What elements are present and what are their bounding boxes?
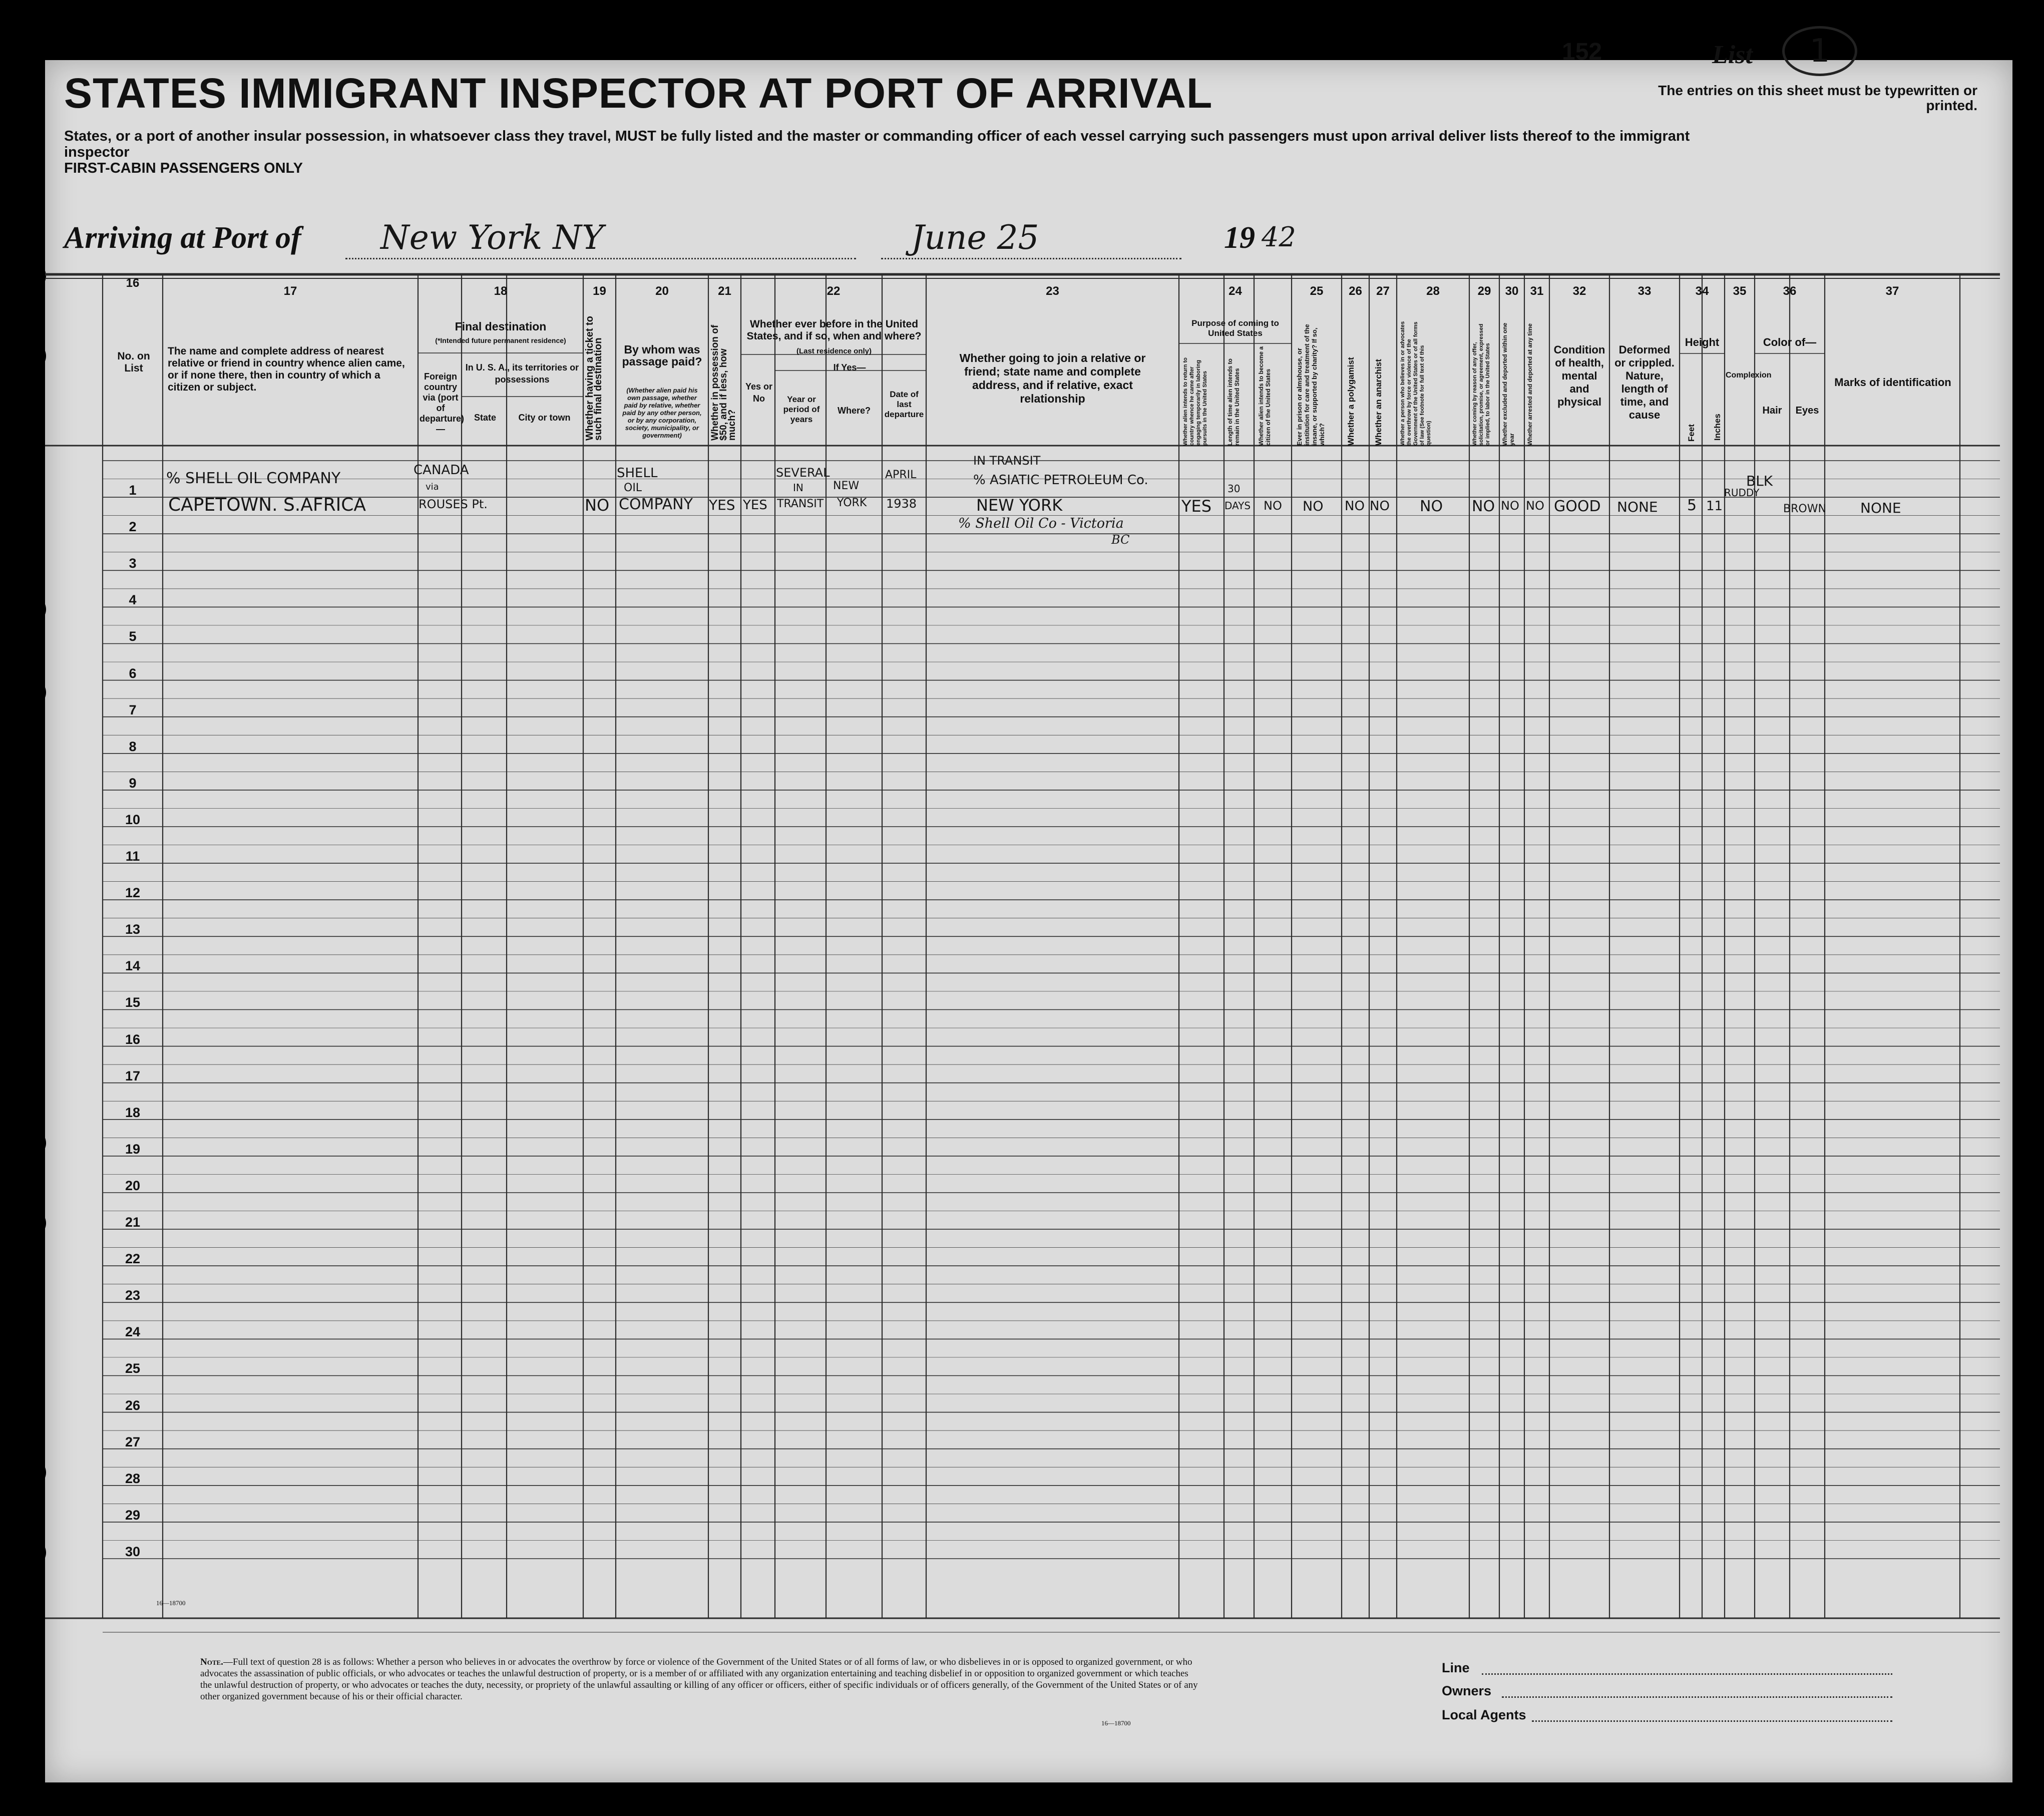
header-purpose-b: Length of time alien intends to remain in the United States: [1227, 358, 1241, 446]
height-feet-value: 5: [1687, 497, 1697, 514]
row-number: 15: [125, 995, 141, 1010]
hair-value: BLK: [1746, 473, 1773, 489]
row-number: 17: [125, 1068, 141, 1083]
year-period-line3: TRANSIT: [777, 498, 824, 510]
col-number-17: 17: [283, 284, 297, 298]
col-number-28: 28: [1426, 284, 1440, 298]
row-number: 4: [129, 592, 137, 608]
header-passage-paid: By whom was passage paid?: [622, 343, 702, 368]
form-number-left: 16—18700: [156, 1599, 186, 1607]
col-number-32: 32: [1572, 284, 1586, 298]
row-number: 20: [125, 1178, 141, 1193]
row-number: 22: [125, 1251, 141, 1267]
header-prison: Ever in prison or almshouse, or institution for care and treatment of the insane, or supported by charity? If so, which?: [1296, 324, 1326, 446]
row-number: 13: [125, 922, 141, 937]
subtitle-text: States, or a port of another insular possession, in whatsoever class they travel, MUST be fully listed and the master or commanding officer of each vessel carrying such passengers must upon arrival deliver lists thereof to the immigrant inspector: [64, 128, 1690, 160]
departure-line2: 1938: [886, 497, 917, 511]
header-arrested: Whether arrested and deported at any time: [1526, 323, 1533, 446]
col-number-21: 21: [718, 284, 731, 298]
row-number: 5: [129, 629, 137, 644]
col-number-37: 37: [1885, 284, 1899, 298]
condition-value: GOOD: [1554, 498, 1601, 515]
date-value: June 25: [911, 218, 1039, 257]
arriving-label: Arriving at Port of: [64, 221, 301, 255]
col-number-16: 16: [126, 276, 140, 290]
page-title: STATES IMMIGRANT INSPECTOR AT PORT OF ARRIVAL: [64, 70, 1213, 117]
row-number: 9: [129, 775, 137, 791]
owners-label: Owners: [1442, 1683, 1492, 1698]
row-number: 21: [125, 1215, 141, 1230]
row-number: 12: [125, 885, 141, 901]
year-suffix: 42: [1262, 221, 1296, 253]
local-agents-field: [1532, 1720, 1892, 1722]
passage-line3: COMPANY: [619, 496, 693, 513]
join-relative-line5: BC: [1111, 533, 1130, 547]
fifty-dollars-value: YES: [709, 497, 735, 513]
col-number-22: 22: [827, 284, 841, 298]
row-number: 6: [129, 665, 137, 681]
header-final-destination-sub: (*Intended future permanent residence): [435, 336, 566, 344]
header-feet: Feet: [1687, 424, 1696, 442]
anarchist-value: NO: [1370, 499, 1390, 514]
header-condition: Condition of health, mental and physical: [1553, 343, 1605, 408]
row-number: 23: [125, 1288, 141, 1303]
purpose-citizen-value: NO: [1264, 499, 1282, 513]
header-fifty-dollars: Whether in possession of $50, and if less, how much?: [710, 324, 737, 441]
polygamist-value: NO: [1345, 499, 1365, 514]
col-number-27: 27: [1376, 284, 1390, 298]
row-number: 8: [129, 739, 137, 754]
marks-value: NONE: [1860, 500, 1901, 516]
header-date-last-departure: Date of last departure: [884, 390, 924, 419]
col-number-25: 25: [1310, 284, 1324, 298]
header-purpose-a: Whether alien intends to return to country whence he came after engaging temporarily in laboring pursuits in the United States: [1182, 357, 1208, 446]
header-where: Where?: [837, 406, 871, 416]
relative-line2: CAPETOWN. S.AFRICA: [168, 495, 366, 515]
row-number: 19: [125, 1141, 141, 1157]
header-join-relative: Whether going to join a relative or friend; state name and complete address, and if relative, exact relationship: [959, 351, 1146, 405]
header-excluded: Whether excluded and deported within one year: [1501, 322, 1515, 446]
join-relative-line1: IN TRANSIT: [973, 454, 1041, 468]
row-number: 25: [125, 1361, 141, 1376]
col-number-29: 29: [1477, 284, 1491, 298]
header-ticket: Whether having a ticket to such final destination: [584, 316, 604, 441]
col-number-24: 24: [1229, 284, 1242, 298]
page-number: 152: [1562, 39, 1602, 65]
header-nearest-relative: The name and complete address of nearest relative or friend in country whence alien came, or if none there, then in country of which a citizen or subject.: [168, 345, 405, 393]
header-year-period: Year or period of years: [783, 395, 820, 424]
header-height: Height: [1685, 336, 1720, 348]
row-number: 16: [125, 1031, 141, 1047]
header-foreign-country: Foreign country via (port of departure)—: [420, 372, 465, 434]
row-number: 7: [129, 702, 137, 717]
header-ever-before: Whether ever before in the United States, and if so, when and where?: [746, 318, 922, 342]
row-number: 1: [129, 483, 137, 498]
row-number: 30: [125, 1544, 141, 1559]
row-number: 18: [125, 1105, 141, 1120]
footnote: [200, 1656, 1201, 1702]
row-number: 24: [125, 1324, 141, 1340]
arrested-value: NO: [1526, 499, 1544, 513]
join-relative-line3: NEW YORK: [976, 496, 1063, 515]
foreign-country-line3: ROUSES Pt.: [419, 497, 488, 511]
header-offer-labor: Whether coming by reason of any offer, solicitation, promise, or agreement, expressed or implied, to labor in the United States: [1472, 323, 1491, 446]
row-number: 29: [125, 1507, 141, 1523]
where-line2: YORK: [837, 497, 867, 509]
header-complexion: Complexion: [1726, 371, 1772, 380]
col-number-20: 20: [655, 284, 669, 298]
eyes-value: BROWN: [1783, 503, 1826, 515]
overthrow-value: NO: [1420, 498, 1443, 515]
passage-line1: SHELL: [617, 466, 658, 481]
purpose-return-value: YES: [1181, 497, 1212, 516]
col-number-33: 33: [1638, 284, 1652, 298]
footnote-text: —Full text of question 28 is as follows: Whether a person who believes in or advocates the overthrow by force or violence of the Government of the United States or of all forms of law, or who disbelieves in or is opposed to organized government, or who advocates the assassination of public officials, or who advocates or teaches the unlawful destruction of property, or is a member of or affiliated with any organization entertaining and teaching disbelief in or opposition to organized government or which teaches the unlawful destruction of property, or who advocates or teaches the duty, necessity, or propriety of the unlawful assaulting or killing of any officer or officers, either of specific individuals or of officers generally, of the Government of the United States or of any other organized government because of his or their official character.: [200, 1657, 1198, 1702]
header-eyes: Eyes: [1795, 405, 1819, 416]
header-marks: Marks of identification: [1834, 376, 1951, 389]
footnote-label: Note.: [200, 1657, 223, 1667]
row-number: 28: [125, 1471, 141, 1486]
col-number-18: 18: [494, 284, 508, 298]
row-number: 11: [125, 849, 140, 864]
first-cabin-label: FIRST-CABIN PASSENGERS ONLY: [64, 160, 303, 176]
foreign-country-line1: CANADA: [414, 463, 469, 478]
row-number: 26: [125, 1397, 141, 1413]
row-number: 14: [125, 958, 141, 974]
list-number: 1: [1782, 26, 1857, 76]
row-number: 2: [129, 519, 137, 535]
local-agents-label: Local Agents: [1442, 1707, 1526, 1722]
col-number-26: 26: [1349, 284, 1362, 298]
ever-before-yesno: YES: [743, 498, 767, 513]
foreign-country-line2: via: [426, 482, 439, 492]
ticket-value: NO: [585, 496, 610, 515]
excluded-value: NO: [1501, 499, 1519, 513]
header-in-usa: In U. S. A., its territories or possessions: [465, 362, 579, 385]
header-polygamist: Whether a polygamist: [1346, 357, 1356, 446]
header-yes-or-no: Yes or No: [745, 382, 773, 404]
col-number-23: 23: [1046, 284, 1059, 298]
relative-line1: % SHELL OIL COMPANY: [166, 470, 341, 487]
col-number-19: 19: [593, 284, 606, 298]
header-state: State: [474, 413, 496, 423]
year-prefix: 19: [1224, 221, 1255, 255]
passage-line2: OIL: [624, 482, 642, 494]
line-label: Line: [1442, 1660, 1470, 1675]
join-relative-line2: % ASIATIC PETROLEUM Co.: [973, 473, 1148, 488]
header-city: City or town: [518, 413, 571, 423]
header-hair: Hair: [1762, 405, 1782, 416]
header-purpose-c: Whether alien intends to become a citizen of the United States: [1258, 346, 1272, 446]
col-number-36: 36: [1783, 284, 1797, 298]
header-purpose: Purpose of coming to United States: [1191, 318, 1279, 338]
header-final-destination: Final destination: [455, 320, 547, 333]
form-number-bottom: 16—18700: [1101, 1719, 1131, 1727]
owners-field: [1502, 1696, 1892, 1698]
col-number-34: 34: [1695, 284, 1709, 298]
deformed-value: NONE: [1617, 499, 1658, 515]
header-passage-paid-sub: (Whether alien paid his own passage, whether paid by relative, whether paid by any other person, or by any corporation, society, municipality, or government): [622, 387, 702, 439]
line-field: [1482, 1673, 1892, 1675]
offer-labor-value: NO: [1472, 498, 1495, 515]
header-deformed: Deformed or crippled. Nature, length of time, and cause: [1614, 343, 1675, 421]
header-inches: Inches: [1713, 414, 1722, 441]
port-value: New York NY: [380, 218, 604, 257]
row-number: 10: [125, 812, 141, 827]
departure-line1: APRIL: [885, 469, 917, 481]
header-no-on-list: No. on List: [117, 350, 150, 374]
height-inches-value: 11: [1706, 499, 1723, 514]
purpose-length-line2: DAYS: [1224, 500, 1251, 512]
entries-note: The entries on this sheet must be typewritten or printed.: [1658, 83, 1977, 113]
header-color-of: Color of—: [1763, 336, 1817, 348]
join-relative-line4: % Shell Oil Co - Victoria: [958, 516, 1124, 531]
col-number-30: 30: [1505, 284, 1519, 298]
purpose-length-line1: 30: [1228, 483, 1241, 495]
col-number-31: 31: [1530, 284, 1544, 298]
where-line1: NEW: [833, 480, 860, 492]
prison-value: NO: [1303, 499, 1324, 514]
year-period-line2: IN: [793, 482, 803, 494]
complexion-value: RUDDY: [1724, 487, 1760, 499]
header-overthrow: Whether a person who believes in or advocates the overthrow by force or violence of the Government of the United States or of all forms of law (See footnote for full text of this question): [1400, 321, 1432, 446]
row-number: 27: [125, 1434, 141, 1449]
row-number: 3: [129, 556, 137, 571]
header-anarchist: Whether an anarchist: [1374, 359, 1383, 446]
col-number-35: 35: [1733, 284, 1747, 298]
header-ever-before-sub: (Last residence only): [796, 347, 872, 355]
year-period-line1: SEVERAL: [776, 466, 830, 480]
list-label: List: [1712, 41, 1753, 69]
header-if-yes: If Yes—: [833, 362, 866, 373]
